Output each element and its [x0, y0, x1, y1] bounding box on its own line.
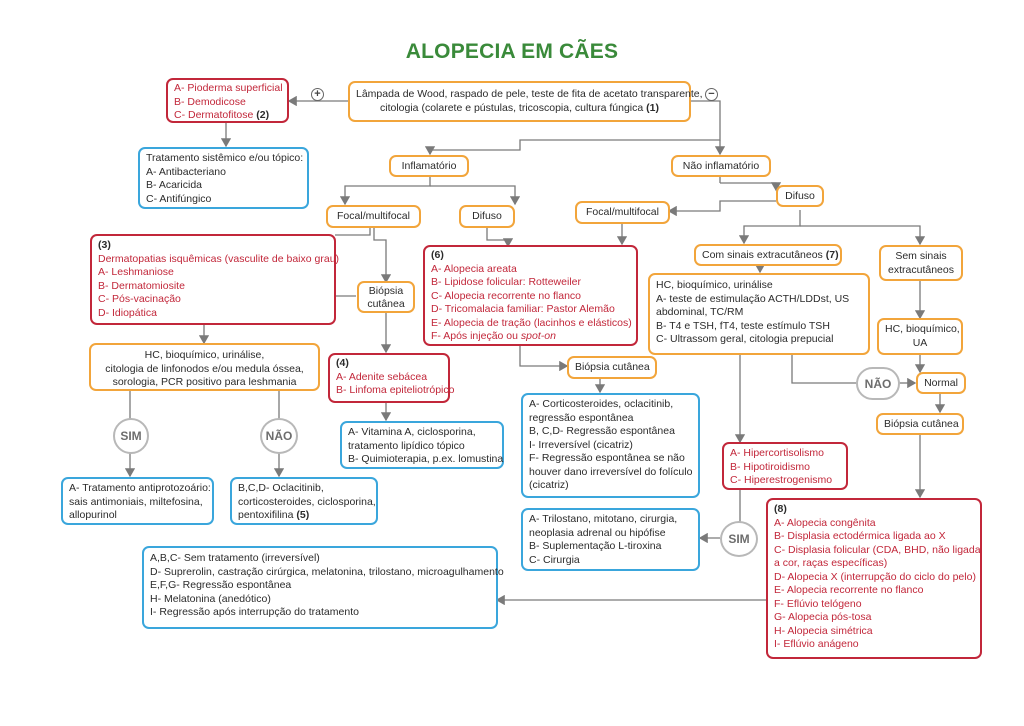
- antiproto-line: allopurinol: [69, 509, 117, 521]
- box6-line: E- Alopecia de tração (lacinhos e elásticos): [431, 316, 632, 329]
- com-sinais-label: Com sinais extracutâneos: [702, 249, 823, 261]
- hc-ua-line: UA: [912, 336, 928, 349]
- infection-item: A- Pioderma superficial: [174, 82, 283, 94]
- box8-line: E- Alopecia recorrente no flanco: [774, 584, 924, 596]
- antiproto-line: A- Tratamento antiprotozoário:: [69, 482, 211, 494]
- hc-left-box: [89, 343, 320, 391]
- hc-right-line: HC, bioquímico, urinálise: [656, 279, 773, 291]
- box3-line: C- Pós-vacinação: [98, 293, 181, 305]
- infections-box: [166, 78, 289, 123]
- box8-line: I- Eflúvio anágeno: [774, 638, 859, 650]
- box8-line: a cor, raças específicas): [774, 557, 888, 569]
- footnote-number: (2): [256, 109, 270, 121]
- root-line: citologia (colarete e pústulas, tricoscopia, cultura fúngica: [380, 101, 644, 114]
- trilostano-box: [521, 508, 700, 571]
- footnote-number: (4): [336, 357, 349, 369]
- oclacitinib-box: [230, 477, 378, 525]
- footnote-number: (5): [296, 509, 310, 521]
- box8-line: G- Alopecia pós-tosa: [774, 611, 872, 623]
- treatment-line: C- Antifúngico: [146, 192, 212, 205]
- final-line: H- Melatonina (anedótico): [150, 592, 271, 605]
- treatment-line: Tratamento sistêmico e/ou tópico:: [146, 152, 304, 164]
- sim-left-circle: SIM: [113, 418, 149, 454]
- focal-alopecia-box: [423, 245, 638, 346]
- final-line: D- Suprerolin, castração cirúrgica, melatonina, trilostano, microagulhamento: [150, 565, 504, 578]
- box6-last-prefix: F- Após injeção ou: [431, 330, 521, 342]
- hc-right-line: C- Ultrassom geral, citologia prepucial: [656, 333, 834, 345]
- treatment-line: B- Acaricida: [146, 179, 203, 191]
- final-treatment-box: [142, 546, 504, 629]
- trilostano-line: A- Trilostano, mitotano, cirurgia,: [529, 513, 678, 525]
- corticos-line: A- Corticosteroides, oclacitinib,: [529, 398, 674, 410]
- footnote-number: (1): [646, 101, 659, 114]
- trilostano-line: C- Cirurgia: [529, 553, 580, 566]
- footnote-number: (6): [431, 249, 444, 261]
- nao-inflamatorio-box: Não inflamatório: [671, 155, 771, 177]
- final-line: I- Regressão após interrupção do tratamento: [150, 606, 359, 618]
- hc-left-line: citologia de linfonodos e/ou medula óssea,: [105, 362, 304, 375]
- box8-line: F- Eflúvio telógeno: [774, 597, 862, 610]
- box3-line: A- Leshmaniose: [98, 266, 174, 278]
- box4-line: B- Linfoma epiteliotrópico: [336, 384, 455, 396]
- biopsia-cutanea-right-box: Biópsia cutânea: [876, 413, 964, 435]
- final-line: A,B,C- Sem tratamento (irreversível): [150, 552, 320, 564]
- box8-line: H- Alopecia simétrica: [774, 624, 873, 637]
- biopsia-line: Biópsia: [368, 285, 404, 297]
- footnote-number: (7): [825, 249, 839, 261]
- endocrine-box: [722, 442, 848, 490]
- sim-right-circle: SIM: [720, 521, 758, 557]
- trilostano-line: neoplasia adrenal ou hipófise: [529, 526, 666, 539]
- oclacitinib-line: pentoxifilina: [238, 509, 294, 521]
- root-box: [348, 81, 703, 122]
- infection-item: B- Demodicose: [174, 95, 246, 108]
- box6-line: A- Alopecia areata: [431, 262, 517, 275]
- vita-line: tratamento lipídico tópico: [348, 439, 465, 452]
- sem-sinais-line: extracutâneos: [888, 263, 954, 276]
- box6-last-italic: spot-on: [520, 330, 556, 342]
- box8-line: B- Displasia ectodérmica ligada ao X: [774, 530, 946, 542]
- biopsia-cutanea-left-box: [357, 281, 415, 313]
- difuso-left-box: Difuso: [459, 205, 515, 228]
- corticos-line: F- Regressão espontânea se não: [529, 452, 685, 464]
- box6-line: [431, 330, 630, 344]
- box6-line: D- Tricomalacia familiar: Pastor Alemão: [431, 303, 615, 315]
- hc-ua-box: [877, 318, 963, 355]
- oclacitinib-line: corticosteroides, ciclosporina,: [238, 495, 376, 508]
- box6-line: B- Lipidose folicular: Rotteweiler: [431, 276, 581, 288]
- plus-sign-icon: +: [311, 88, 324, 101]
- vita-line: A- Vitamina A, ciclosporina,: [348, 426, 476, 438]
- focal-multifocal-left-box: Focal/multifocal: [326, 205, 421, 228]
- box8-line: C- Displasia folicular (CDA, BHD, não ligada: [774, 543, 981, 556]
- difuso-right-box: Difuso: [776, 185, 824, 207]
- hc-left-line: sorologia, PCR positivo para leshmania: [112, 376, 297, 388]
- focal-multifocal-right-box: Focal/multifocal: [575, 201, 670, 224]
- hc-left-line: HC, bioquímico, urinálise,: [144, 349, 265, 361]
- normal-box: Normal: [916, 372, 966, 394]
- non-inflammatory-diffuse-box: [766, 498, 982, 659]
- hc-right-line: abdominal, TC/RM: [656, 306, 744, 318]
- treatment-line: A- Antibacteriano: [146, 165, 226, 178]
- corticos-line: (cicatriz): [529, 479, 569, 491]
- hc-ua-line: HC, bioquímico,: [885, 323, 960, 335]
- antiprotozoal-box: [61, 477, 214, 525]
- footnote-number: (3): [98, 239, 111, 251]
- inflamatorio-box: Inflamatório: [389, 155, 469, 177]
- endocrine-line: A- Hipercortisolismo: [730, 447, 824, 459]
- hc-right-box: [648, 273, 870, 355]
- treatment-systemic-box: [138, 147, 309, 209]
- root-line: Lâmpada de Wood, raspado de pele, teste de fita de acetato transparente,: [356, 88, 703, 100]
- nao-left-circle: NÃO: [260, 418, 298, 454]
- box8-line: A- Alopecia congênita: [774, 516, 876, 529]
- infection-item: C- Dermatofitose: [174, 109, 254, 121]
- sebaceous-adenitis-box: [328, 353, 455, 403]
- corticos-line: B, C,D- Regressão espontânea: [529, 425, 675, 437]
- endocrine-line: B- Hipotiroidismo: [730, 460, 810, 473]
- endocrine-line: C- Hiperestrogenismo: [730, 474, 833, 486]
- box8-line: D- Alopecia X (interrupção do ciclo do pelo): [774, 570, 976, 583]
- sem-sinais-line: Sem sinais: [895, 250, 947, 262]
- box3-line: D- Idiopática: [98, 306, 157, 319]
- box3-line: B- Dermatomiosite: [98, 279, 185, 292]
- sem-sinais-box: [879, 245, 963, 281]
- vita-line: B- Quimioterapia, p.ex. lomustina: [348, 453, 504, 465]
- oclacitinib-line: B,C,D- Oclacitinib,: [238, 482, 324, 494]
- trilostano-line: B- Suplementação L-tiroxina: [529, 540, 662, 552]
- corticosteroids-box: [521, 393, 700, 498]
- nao-right-circle: NÃO: [856, 367, 900, 400]
- corticos-line: houver dano irreversível do folículo: [529, 465, 693, 478]
- hc-right-line: A- teste de estimulação ACTH/LDDst, US: [656, 292, 850, 305]
- vitamin-a-box: [340, 421, 504, 469]
- hc-right-line: B- T4 e TSH, fT4, teste estímulo TSH: [656, 319, 830, 332]
- final-line: E,F,G- Regressão espontânea: [150, 579, 292, 591]
- corticos-line: I- Irreversível (cicatriz): [529, 438, 633, 451]
- box4-line: A- Adenite sebácea: [336, 370, 428, 383]
- box6-line: C- Alopecia recorrente no flanco: [431, 289, 581, 302]
- page-title: ALOPECIA EM CÃES: [405, 40, 619, 63]
- box3-line: Dermatopatias isquêmicas (vasculite de baixo grau): [98, 252, 340, 265]
- com-sinais-box: [694, 244, 842, 266]
- ischemic-dermatopathies-box: [90, 234, 340, 325]
- corticos-line: regressão espontânea: [529, 411, 634, 424]
- antiproto-line: sais antimoniais, miltefosina,: [69, 495, 203, 508]
- biopsia-cutanea-mid-box: Biópsia cutânea: [567, 356, 657, 379]
- footnote-number: (8): [774, 503, 787, 515]
- minus-sign-icon: −: [705, 88, 718, 101]
- biopsia-line: cutânea: [367, 298, 405, 310]
